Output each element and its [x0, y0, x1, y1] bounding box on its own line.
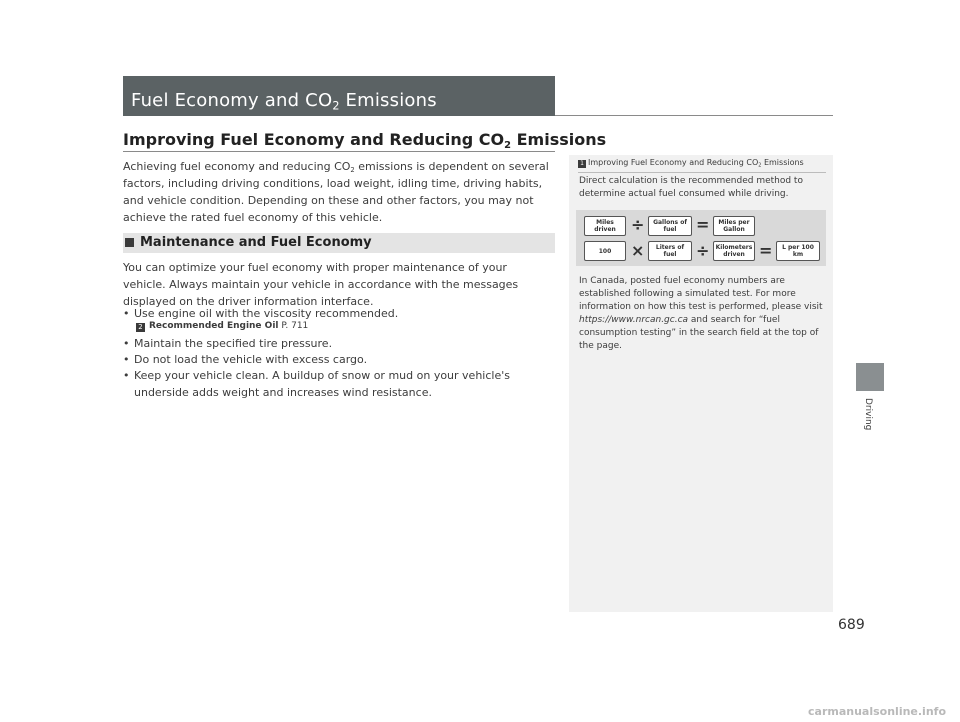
section-rule: [123, 151, 555, 152]
formula-box-miles-per-gallon: Miles per Gallon: [713, 216, 755, 236]
formula-box-gallons-of-fuel: Gallons of fuel: [648, 216, 692, 236]
reference-arrow-icon: 2: [136, 323, 145, 332]
list-item-text: Use engine oil with the viscosity recommended.: [134, 307, 399, 320]
page-title: Fuel Economy and $CO_2$ Emissions: [131, 90, 437, 113]
divide-icon: ÷: [631, 215, 645, 234]
square-bullet-icon: [125, 238, 134, 247]
bullet-icon: •: [123, 369, 130, 382]
cross-reference-page: P. 711: [278, 321, 309, 331]
sidebar-paragraph: Direct calculation is the recommended method to determine actual fuel consumed while driving.: [579, 176, 803, 199]
formula-box-100: 100: [584, 241, 626, 261]
formula-box-l-per-100-km: L per 100 km: [776, 241, 820, 261]
bullet-icon: •: [123, 337, 130, 350]
formula-box-kilometers-driven: Kilometers driven: [713, 241, 755, 261]
intro-paragraph: Achieving fuel economy and reducing $CO_2$ emissions is dependent on several factors, including driving conditions, load weight, idling time, driving habits, and vehicle condition. Depending on these and other factors, you may not achieve the rated fuel economy of this vehicle.: [123, 160, 549, 224]
chapter-label: Driving: [863, 398, 873, 431]
title-rule: [555, 115, 833, 116]
title-banner: [123, 76, 555, 116]
subsection-title: Maintenance and Fuel Economy: [140, 235, 372, 250]
sidebar-rule: [578, 172, 826, 173]
formula-box-liters-of-fuel: Liters of fuel: [648, 241, 692, 261]
list-item-text: Keep your vehicle clean. A buildup of snow or mud on your vehicle's underside adds weight and increases wind resistance.: [134, 369, 510, 399]
formula-box-miles-driven: Miles driven: [584, 216, 626, 236]
note-number-icon: 1: [578, 160, 586, 168]
maintenance-paragraph: You can optimize your fuel economy with proper maintenance of your vehicle. Always maintain your vehicle in accordance with the messages displayed on the driver information interface.: [123, 261, 519, 308]
page-number: 689: [838, 617, 865, 633]
sidebar-paragraph: In Canada, posted fuel economy numbers are established following a simulated test. For more information on how this test is performed, please visit https://www.nrcan.gc.ca and search for “fuel consumption testing” in the search field at the top of the page.: [579, 276, 823, 351]
list-item-text: Maintain the specified tire pressure.: [134, 337, 333, 350]
fuel-formula-diagram: [576, 210, 826, 266]
bullet-icon: •: [123, 353, 130, 366]
cross-reference-label: Recommended Engine Oil: [149, 321, 279, 331]
nrcan-link[interactable]: https://www.nrcan.gc.ca: [579, 315, 689, 325]
subsection-bar: [123, 233, 555, 253]
sidebar-heading: 1 Improving Fuel Economy and Reducing $CO_2$ Emissions: [578, 158, 804, 168]
chapter-tab[interactable]: [856, 363, 884, 391]
cross-reference-link[interactable]: [136, 321, 308, 332]
multiply-icon: ×: [631, 241, 645, 260]
list-item-text: Do not load the vehicle with excess cargo.: [134, 353, 368, 366]
watermark: carmanualsonline.info: [808, 705, 946, 718]
bullet-icon: •: [123, 307, 130, 320]
divide-icon: ÷: [696, 241, 710, 260]
equals-icon: =: [696, 215, 710, 234]
section-heading: Improving Fuel Economy and Reducing $CO_2$ Emissions: [123, 130, 607, 151]
equals-icon: =: [759, 241, 773, 260]
